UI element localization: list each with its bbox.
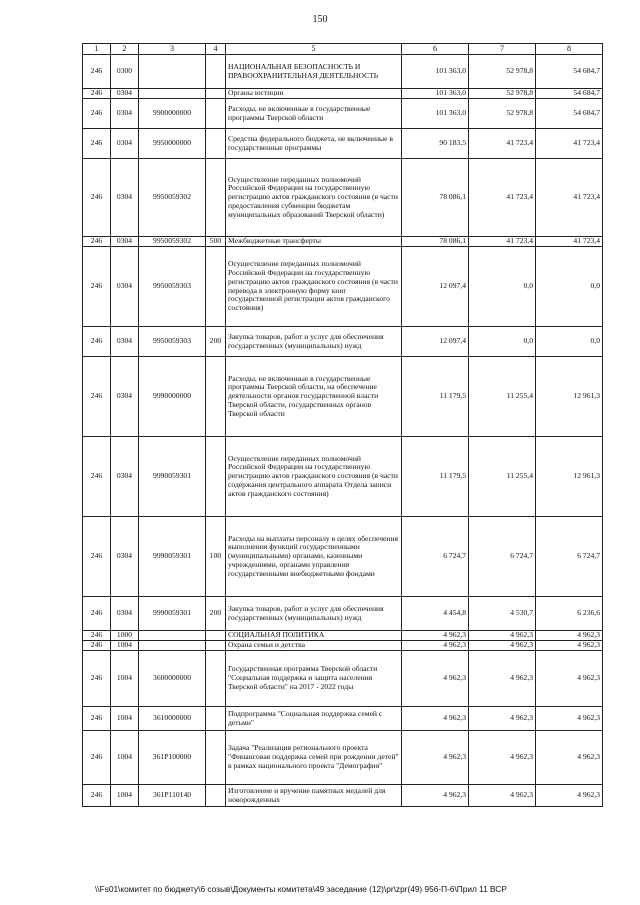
subsection-code-cell: 1000 xyxy=(111,631,139,641)
table-row xyxy=(83,731,603,785)
amount-col7-cell: 6 724,7 xyxy=(469,517,536,597)
amount-col6-cell: 4 962,3 xyxy=(402,641,469,651)
amount-col6-cell: 78 086,1 xyxy=(402,237,469,247)
subsection-code-cell: 0304 xyxy=(111,597,139,631)
amount-col7-cell: 52 978,8 xyxy=(469,89,536,99)
table-row xyxy=(83,237,603,247)
subsection-code-cell: 1004 xyxy=(111,651,139,707)
target-article-cell: 9950000000 xyxy=(139,129,206,159)
section-code-cell: 246 xyxy=(83,651,111,707)
amount-col7-cell: 4 962,3 xyxy=(469,731,536,785)
subsection-code-cell: 0304 xyxy=(111,437,139,517)
amount-col7-cell: 0,0 xyxy=(469,327,536,357)
target-article-cell: 361P110140 xyxy=(139,785,206,807)
amount-col8-cell: 0,0 xyxy=(536,247,603,327)
item-name-cell: Государственная программа Тверской области "Социальная поддержка и защита населения Тверской области" на 2017 - 2022 годы xyxy=(226,651,402,707)
expense-type-cell xyxy=(206,55,226,89)
amount-col7-cell: 52 978,8 xyxy=(469,55,536,89)
expense-type-cell xyxy=(206,731,226,785)
item-name-cell: Расходы, не включенные в государственные программы Тверской области xyxy=(226,99,402,129)
amount-col7-cell: 41 723,4 xyxy=(469,129,536,159)
amount-col6-cell: 12 097,4 xyxy=(402,327,469,357)
subsection-code-cell: 0304 xyxy=(111,159,139,237)
amount-col6-cell: 4 454,8 xyxy=(402,597,469,631)
expense-type-cell xyxy=(206,99,226,129)
table-row xyxy=(83,631,603,641)
subsection-code-cell: 1004 xyxy=(111,785,139,807)
expense-type-cell xyxy=(206,159,226,237)
target-article-cell: 9950059303 xyxy=(139,327,206,357)
subsection-code-cell: 0304 xyxy=(111,357,139,437)
item-name-cell: Органы юстиции xyxy=(226,89,402,99)
table-row xyxy=(83,641,603,651)
table-row xyxy=(83,357,603,437)
section-code-cell: 246 xyxy=(83,357,111,437)
item-name-cell: НАЦИОНАЛЬНАЯ БЕЗОПАСНОСТЬ И ПРАВООХРАНИТЕЛЬНАЯ ДЕЯТЕЛЬНОСТЬ xyxy=(226,55,402,89)
item-name-cell: Расходы, не включенные в государственные программы Тверской области, на обеспечение деятельности органов государственной власти Тверской области, государственных органов Тверской области xyxy=(226,357,402,437)
item-name-cell: Закупка товаров, работ и услуг для обеспечения государственных (муниципальных) нужд xyxy=(226,597,402,631)
amount-col7-cell: 4 962,3 xyxy=(469,651,536,707)
item-name-cell: Расходы на выплаты персоналу в целях обеспечения выполнения функций государственными (муниципальными) органами, казенными учреждениями, органами управления государственными внебюджетными фондами xyxy=(226,517,402,597)
target-article-cell: 3600000000 xyxy=(139,651,206,707)
target-article-cell: 9950059302 xyxy=(139,237,206,247)
target-article-cell xyxy=(139,89,206,99)
section-code-cell: 246 xyxy=(83,707,111,731)
subsection-code-cell: 0304 xyxy=(111,247,139,327)
amount-col8-cell: 4 962,3 xyxy=(536,641,603,651)
header-col-1: 1 xyxy=(83,44,111,55)
expense-type-cell xyxy=(206,89,226,99)
table-body xyxy=(83,55,603,807)
item-name-cell: Межбюджетные трансферты xyxy=(226,237,402,247)
amount-col6-cell: 101 363,0 xyxy=(402,89,469,99)
page-number: 150 xyxy=(312,14,328,25)
table-row xyxy=(83,651,603,707)
table-row xyxy=(83,247,603,327)
amount-col6-cell: 6 724,7 xyxy=(402,517,469,597)
amount-col6-cell: 4 962,3 xyxy=(402,785,469,807)
item-name-cell: Охрана семьи и детства xyxy=(226,641,402,651)
table-row xyxy=(83,437,603,517)
section-code-cell: 246 xyxy=(83,237,111,247)
expense-type-cell xyxy=(206,247,226,327)
section-code-cell: 246 xyxy=(83,641,111,651)
target-article-cell xyxy=(139,641,206,651)
amount-col8-cell: 41 723,4 xyxy=(536,159,603,237)
item-name-cell: Средства федерального бюджета, не включенные в государственные программы xyxy=(226,129,402,159)
subsection-code-cell: 1004 xyxy=(111,707,139,731)
target-article-cell: 9950059303 xyxy=(139,247,206,327)
amount-col7-cell: 41 723,4 xyxy=(469,237,536,247)
header-col-5: 5 xyxy=(226,44,402,55)
expense-type-cell xyxy=(206,631,226,641)
table-row xyxy=(83,707,603,731)
amount-col8-cell: 4 962,3 xyxy=(536,631,603,641)
table-row xyxy=(83,785,603,807)
expense-type-cell xyxy=(206,129,226,159)
amount-col8-cell: 4 962,3 xyxy=(536,707,603,731)
amount-col8-cell: 4 962,3 xyxy=(536,651,603,707)
subsection-code-cell: 0304 xyxy=(111,517,139,597)
amount-col8-cell: 0,0 xyxy=(536,327,603,357)
amount-col6-cell: 4 962,3 xyxy=(402,631,469,641)
amount-col6-cell: 12 097,4 xyxy=(402,247,469,327)
amount-col8-cell: 6 724,7 xyxy=(536,517,603,597)
target-article-cell: 9990059301 xyxy=(139,597,206,631)
section-code-cell: 246 xyxy=(83,247,111,327)
item-name-cell: Изготовление и вручение памятных медалей для новорожденных xyxy=(226,785,402,807)
amount-col7-cell: 4 962,3 xyxy=(469,631,536,641)
amount-col8-cell: 54 684,7 xyxy=(536,89,603,99)
amount-col7-cell: 4 530,7 xyxy=(469,597,536,631)
table-row xyxy=(83,597,603,631)
amount-col8-cell: 6 236,6 xyxy=(536,597,603,631)
amount-col8-cell: 12 961,3 xyxy=(536,437,603,517)
expense-type-cell xyxy=(206,707,226,731)
table-row xyxy=(83,327,603,357)
footer-file-path: \\Fs01\комитет по бюджету\6 созыв\Документы комитета\49 заседание (12)\pr\zpr(49) 956-П-6\Прил 11 ВСР xyxy=(95,884,507,894)
target-article-cell: 9990059301 xyxy=(139,517,206,597)
header-col-6: 6 xyxy=(402,44,469,55)
budget-table xyxy=(82,43,603,807)
section-code-cell: 246 xyxy=(83,99,111,129)
section-code-cell: 246 xyxy=(83,437,111,517)
item-name-cell: Задача "Реализация регионального проекта "Финансовая поддержка семей при рождении детей" в рамках национального проекта "Демография" xyxy=(226,731,402,785)
section-code-cell: 246 xyxy=(83,159,111,237)
amount-col8-cell: 12 961,3 xyxy=(536,357,603,437)
expense-type-cell xyxy=(206,651,226,707)
section-code-cell: 246 xyxy=(83,327,111,357)
item-name-cell: Осуществление переданных полномочий Российской Федерации на государственную регистрацию актов гражданского состояния (в части предоставления субвенции бюджетам муниципальных образований Тверской области) xyxy=(226,159,402,237)
amount-col6-cell: 4 962,3 xyxy=(402,707,469,731)
target-article-cell: 9990059301 xyxy=(139,437,206,517)
header-col-4: 4 xyxy=(206,44,226,55)
subsection-code-cell: 0304 xyxy=(111,237,139,247)
expense-type-cell xyxy=(206,357,226,437)
section-code-cell: 246 xyxy=(83,517,111,597)
amount-col7-cell: 0,0 xyxy=(469,247,536,327)
item-name-cell: Осуществление переданных полномочий Российской Федерации на государственную регистрацию актов гражданского состояния (в части содержания центрального аппарата Отдела записи актов гражданского состояния) xyxy=(226,437,402,517)
section-code-cell: 246 xyxy=(83,55,111,89)
amount-col8-cell: 54 684,7 xyxy=(536,99,603,129)
expense-type-cell xyxy=(206,785,226,807)
table-row xyxy=(83,517,603,597)
amount-col6-cell: 90 183,5 xyxy=(402,129,469,159)
item-name-cell: Закупка товаров, работ и услуг для обеспечения государственных (муниципальных) нужд xyxy=(226,327,402,357)
header-col-2: 2 xyxy=(111,44,139,55)
amount-col6-cell: 101 363,0 xyxy=(402,99,469,129)
table-row xyxy=(83,89,603,99)
expense-type-cell: 200 xyxy=(206,597,226,631)
target-article-cell: 9900000000 xyxy=(139,99,206,129)
item-name-cell: Подпрограмма "Социальная поддержка семей с детьми" xyxy=(226,707,402,731)
expense-type-cell xyxy=(206,641,226,651)
amount-col6-cell: 4 962,3 xyxy=(402,651,469,707)
item-name-cell: Осуществление переданных полномочий Российской Федерации на государственную регистрацию актов гражданского состояния (в части перевода в электронную форму книг государственной регистрации актов гражданского состояния) xyxy=(226,247,402,327)
target-article-cell xyxy=(139,631,206,641)
table-row xyxy=(83,55,603,89)
subsection-code-cell: 0304 xyxy=(111,327,139,357)
subsection-code-cell: 0304 xyxy=(111,129,139,159)
section-code-cell: 246 xyxy=(83,731,111,785)
header-row xyxy=(83,44,603,55)
section-code-cell: 246 xyxy=(83,631,111,641)
amount-col7-cell: 4 962,3 xyxy=(469,707,536,731)
amount-col8-cell: 4 962,3 xyxy=(536,731,603,785)
amount-col7-cell: 4 962,3 xyxy=(469,641,536,651)
amount-col7-cell: 4 962,3 xyxy=(469,785,536,807)
table-row xyxy=(83,159,603,237)
amount-col6-cell: 11 179,5 xyxy=(402,437,469,517)
header-col-3: 3 xyxy=(139,44,206,55)
amount-col6-cell: 4 962,3 xyxy=(402,731,469,785)
header-col-8: 8 xyxy=(536,44,603,55)
table-row xyxy=(83,99,603,129)
expense-type-cell xyxy=(206,437,226,517)
expense-type-cell: 100 xyxy=(206,517,226,597)
subsection-code-cell: 0304 xyxy=(111,99,139,129)
table-row xyxy=(83,129,603,159)
expense-type-cell: 200 xyxy=(206,327,226,357)
item-name-cell: СОЦИАЛЬНАЯ ПОЛИТИКА xyxy=(226,631,402,641)
amount-col6-cell: 11 179,5 xyxy=(402,357,469,437)
header-col-7: 7 xyxy=(469,44,536,55)
amount-col7-cell: 52 978,8 xyxy=(469,99,536,129)
section-code-cell: 246 xyxy=(83,129,111,159)
amount-col7-cell: 11 255,4 xyxy=(469,437,536,517)
amount-col7-cell: 41 723,4 xyxy=(469,159,536,237)
target-article-cell: 9990000000 xyxy=(139,357,206,437)
target-article-cell: 361P100000 xyxy=(139,731,206,785)
subsection-code-cell: 1004 xyxy=(111,731,139,785)
section-code-cell: 246 xyxy=(83,597,111,631)
target-article-cell xyxy=(139,55,206,89)
amount-col8-cell: 41 723,4 xyxy=(536,129,603,159)
target-article-cell: 9950059302 xyxy=(139,159,206,237)
amount-col8-cell: 4 962,3 xyxy=(536,785,603,807)
amount-col8-cell: 41 723,4 xyxy=(536,237,603,247)
subsection-code-cell: 0304 xyxy=(111,89,139,99)
expense-type-cell: 500 xyxy=(206,237,226,247)
section-code-cell: 246 xyxy=(83,785,111,807)
section-code-cell: 246 xyxy=(83,89,111,99)
amount-col7-cell: 11 255,4 xyxy=(469,357,536,437)
amount-col6-cell: 78 086,1 xyxy=(402,159,469,237)
subsection-code-cell: 1004 xyxy=(111,641,139,651)
amount-col6-cell: 101 363,0 xyxy=(402,55,469,89)
target-article-cell: 3610000000 xyxy=(139,707,206,731)
subsection-code-cell: 0300 xyxy=(111,55,139,89)
amount-col8-cell: 54 684,7 xyxy=(536,55,603,89)
